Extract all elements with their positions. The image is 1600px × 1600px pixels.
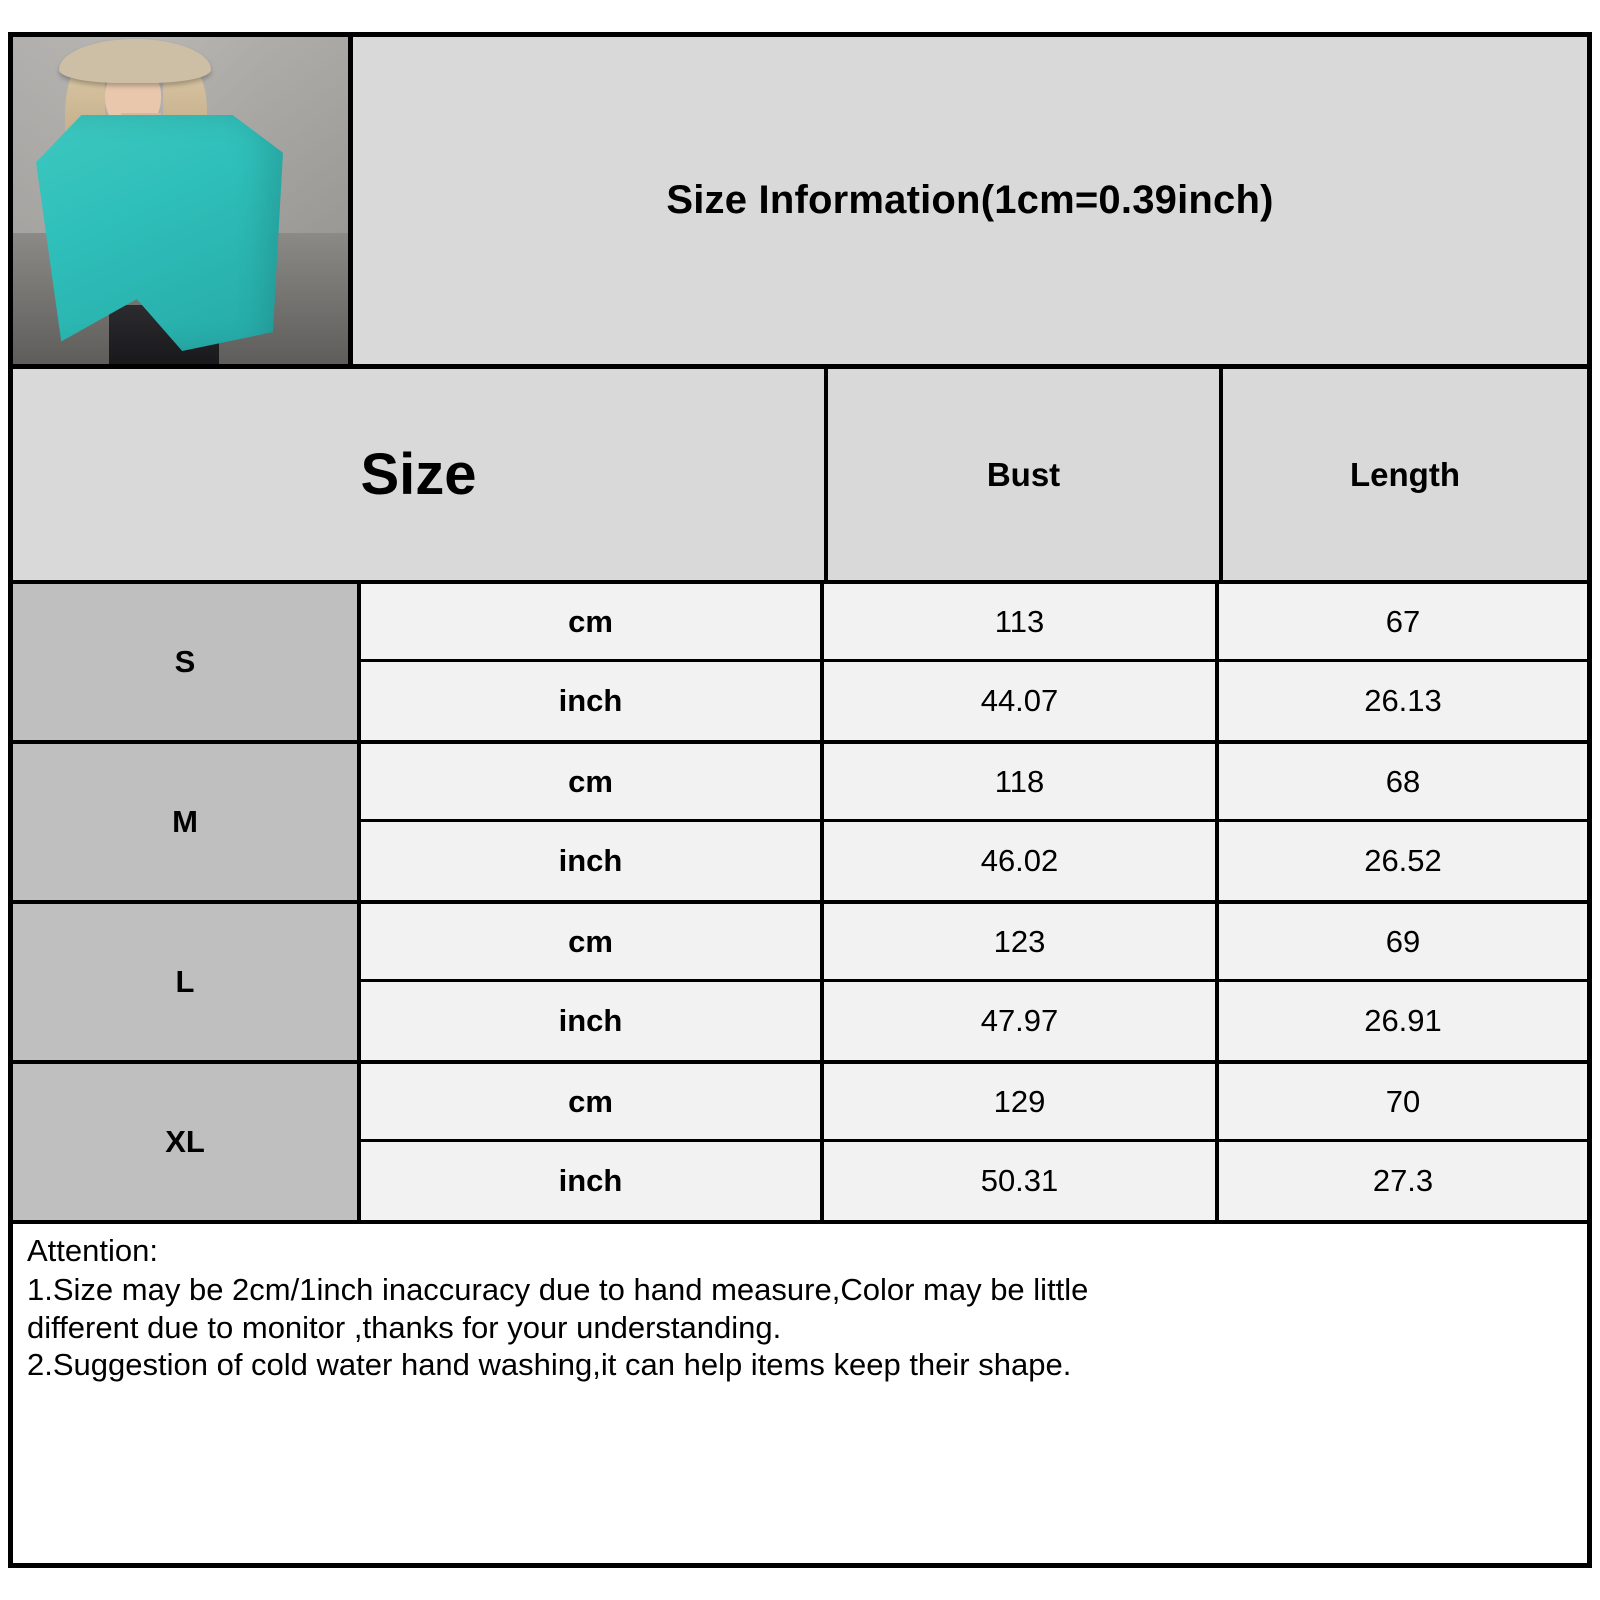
bust-cell: 44.07 — [824, 662, 1219, 740]
column-header-bust — [828, 369, 1223, 580]
title-cell — [353, 37, 1587, 364]
unit-cell: cm — [361, 584, 824, 659]
size-value: XL — [165, 1124, 205, 1159]
length-cell: 26.91 — [1219, 982, 1587, 1060]
size-chart-frame — [8, 32, 1592, 1568]
bust-cell: 46.02 — [824, 822, 1219, 900]
bust-cell: 47.97 — [824, 982, 1219, 1060]
column-header-length-label: Length — [1350, 455, 1460, 493]
page-title: Size Information(1cm=0.39inch) — [666, 178, 1274, 222]
measurement-row-inch — [361, 662, 1587, 740]
attention-line-1b: different due to monitor ,thanks for your understanding. — [27, 1309, 782, 1345]
unit-cell: inch — [361, 662, 824, 740]
length-cell: 26.52 — [1219, 822, 1587, 900]
length-cell: 67 — [1219, 584, 1587, 659]
length-cell: 68 — [1219, 744, 1587, 819]
measurement-row-inch — [361, 822, 1587, 900]
attention-line-2: 2.Suggestion of cold water hand washing,it can help items keep their shape. — [27, 1347, 1072, 1383]
size-value: M — [172, 804, 198, 839]
table-row — [13, 1064, 1587, 1224]
bust-cell: 118 — [824, 744, 1219, 819]
column-header-bust-label: Bust — [986, 455, 1061, 493]
column-header-size — [13, 369, 828, 580]
unit-cell: inch — [361, 982, 824, 1060]
measurement-row-inch — [361, 982, 1587, 1060]
bust-cell: 129 — [824, 1064, 1219, 1139]
bust-cell: 50.31 — [824, 1142, 1219, 1220]
attention-block — [13, 1224, 1587, 1563]
size-label-l — [13, 904, 361, 1060]
measurement-row-cm — [361, 744, 1587, 822]
table-body — [13, 584, 1587, 1224]
chart-header-band — [13, 37, 1587, 369]
attention-line-1: 1.Size may be 2cm/1inch inaccuracy due to hand measure,Color may be little — [27, 1271, 1089, 1307]
attention-heading: Attention: — [27, 1233, 158, 1268]
garment-top — [31, 115, 283, 351]
size-label-xl — [13, 1064, 361, 1220]
table-row — [13, 904, 1587, 1064]
table-row — [13, 584, 1587, 744]
table-header-row — [13, 369, 1587, 584]
column-header-size-label: Size — [360, 442, 477, 507]
column-header-length — [1223, 369, 1587, 580]
size-label-m — [13, 744, 361, 900]
unit-cell: cm — [361, 1064, 824, 1139]
measurement-rows — [361, 904, 1587, 1060]
measurement-row-cm — [361, 904, 1587, 982]
measurement-rows — [361, 1064, 1587, 1220]
size-value: S — [174, 644, 196, 679]
unit-cell: cm — [361, 744, 824, 819]
bust-cell: 113 — [824, 584, 1219, 659]
measurement-row-cm — [361, 584, 1587, 662]
size-label-s — [13, 584, 361, 740]
measurement-rows — [361, 744, 1587, 900]
measurement-rows — [361, 584, 1587, 740]
length-cell: 27.3 — [1219, 1142, 1587, 1220]
size-value: L — [175, 964, 195, 999]
length-cell: 70 — [1219, 1064, 1587, 1139]
bust-cell: 123 — [824, 904, 1219, 979]
product-photo — [13, 37, 353, 364]
unit-cell: inch — [361, 1142, 824, 1220]
measurement-row-inch — [361, 1142, 1587, 1220]
unit-cell: cm — [361, 904, 824, 979]
table-row — [13, 744, 1587, 904]
measurement-row-cm — [361, 1064, 1587, 1142]
unit-cell: inch — [361, 822, 824, 900]
length-cell: 69 — [1219, 904, 1587, 979]
length-cell: 26.13 — [1219, 662, 1587, 740]
